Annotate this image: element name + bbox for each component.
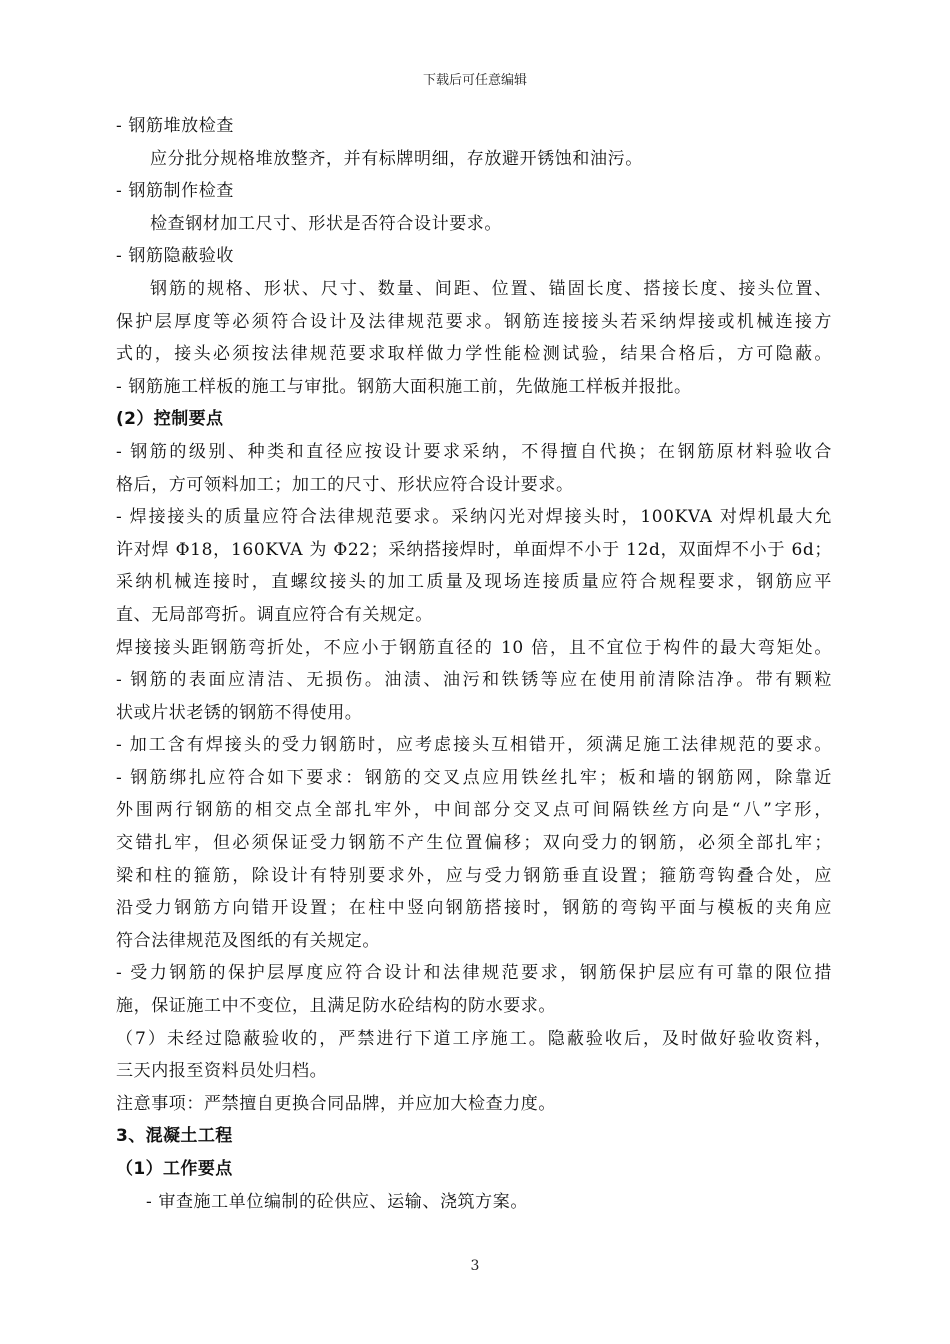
paragraph-line: 梁和柱的箍筋，除设计有特别要求外，应与受力钢筋垂直设置；箍筋弯钩叠合处，应 xyxy=(116,865,832,886)
list-item-sample-approval: - 钢筋施工样板的施工与审批。钢筋大面积施工前，先做施工样板并报批。 xyxy=(116,376,692,397)
paragraph-line: - 钢筋的级别、种类和直径应按设计要求采纳，不得擅自代换；在钢筋原材料验收合 xyxy=(116,441,832,462)
list-item-concrete-plan-review: - 审查施工单位编制的砼供应、运输、浇筑方案。 xyxy=(146,1191,528,1212)
note-line: 注意事项：严禁擅自更换合同品牌，并应加大检查力度。 xyxy=(116,1093,556,1114)
paragraph-line: （7）未经过隐蔽验收的，严禁进行下道工序施工。隐蔽验收后，及时做好验收资料， xyxy=(116,1028,832,1049)
section-heading-concrete: 3、混凝土工程 xyxy=(116,1126,233,1147)
paragraph-rebar-stacking: 应分批分规格堆放整齐，并有标牌明细，存放避开锈蚀和油污。 xyxy=(150,148,643,169)
paragraph-rebar-fabrication: 检查钢材加工尺寸、形状是否符合设计要求。 xyxy=(150,213,502,234)
page-number: 3 xyxy=(470,1258,480,1274)
paragraph-line: 采纳机械连接时，直螺纹接头的加工质量及现场连接质量应符合规程要求，钢筋应平 xyxy=(116,572,832,593)
paragraph-line: 三天内报至资料员处归档。 xyxy=(116,1061,328,1082)
paragraph-line: - 钢筋的表面应清洁、无损伤。油渍、油污和铁锈等应在使用前清除洁净。带有颗粒 xyxy=(116,670,832,691)
paragraph-line: 施，保证施工中不变位，且满足防水砼结构的防水要求。 xyxy=(116,996,556,1017)
paragraph-line: 钢筋的规格、形状、尺寸、数量、间距、位置、锚固长度、搭接长度、接头位置、 xyxy=(150,278,832,299)
paragraph-line: - 钢筋绑扎应符合如下要求：钢筋的交叉点应用铁丝扎牢；板和墙的钢筋网，除靠近 xyxy=(116,767,832,788)
paragraph-line: 焊接接头距钢筋弯折处，不应小于钢筋直径的 10 倍，且不宜位于构件的最大弯矩处。 xyxy=(116,637,832,658)
paragraph-line: 沿受力钢筋方向错开设置；在柱中竖向钢筋搭接时，钢筋的弯钩平面与模板的夹角应 xyxy=(116,898,832,919)
section-heading-control-points: (2）控制要点 xyxy=(116,409,224,430)
list-item-rebar-concealed-acceptance: - 钢筋隐蔽验收 xyxy=(116,246,234,267)
list-item-rebar-stacking: - 钢筋堆放检查 xyxy=(116,116,234,136)
paragraph-line: - 焊接接头的质量应符合法律规范要求。采纳闪光对焊接头时，100KVA 对焊机最大允 xyxy=(116,507,832,528)
page-body xyxy=(116,110,832,1218)
subsection-heading-work-points: （1）工作要点 xyxy=(116,1159,233,1179)
paragraph-line: 状或片状老锈的钢筋不得使用。 xyxy=(116,702,363,723)
paragraph-line: 保护层厚度等必须符合设计及法律规范要求。钢筋连接接头若采纳焊接或机械连接方 xyxy=(116,311,832,332)
paragraph-line: 式的，接头必须按法律规范要求取样做力学性能检测试验，结果合格后，方可隐蔽。 xyxy=(116,344,832,365)
paragraph-line: 直、无局部弯折。调直应符合有关规定。 xyxy=(116,604,433,625)
paragraph-line: 交错扎牢，但必须保证受力钢筋不产生位置偏移；双向受力的钢筋，必须全部扎牢； xyxy=(116,833,832,854)
paragraph-line: 符合法律规范及图纸的有关规定。 xyxy=(116,930,380,951)
page-header: 下载后可任意编辑 xyxy=(422,73,527,88)
paragraph-line: - 受力钢筋的保护层厚度应符合设计和法律规范要求，钢筋保护层应有可靠的限位措 xyxy=(116,963,832,984)
paragraph-line: 外围两行钢筋的相交点全部扎牢外，中间部分交叉点可间隔铁丝方向是“八”字形， xyxy=(116,800,832,821)
paragraph-line: 格后，方可领料加工；加工的尺寸、形状应符合设计要求。 xyxy=(116,474,574,495)
paragraph-line: 许对焊 Φ18，160KVA 为 Φ22；采纳搭接焊时，单面焊不小于 12d，双面焊不小于 6d； xyxy=(116,539,832,560)
list-item-rebar-fabrication: - 钢筋制作检查 xyxy=(116,181,234,202)
paragraph-line: - 加工含有焊接头的受力钢筋时，应考虑接头互相错开，须满足施工法律规范的要求。 xyxy=(116,735,832,756)
